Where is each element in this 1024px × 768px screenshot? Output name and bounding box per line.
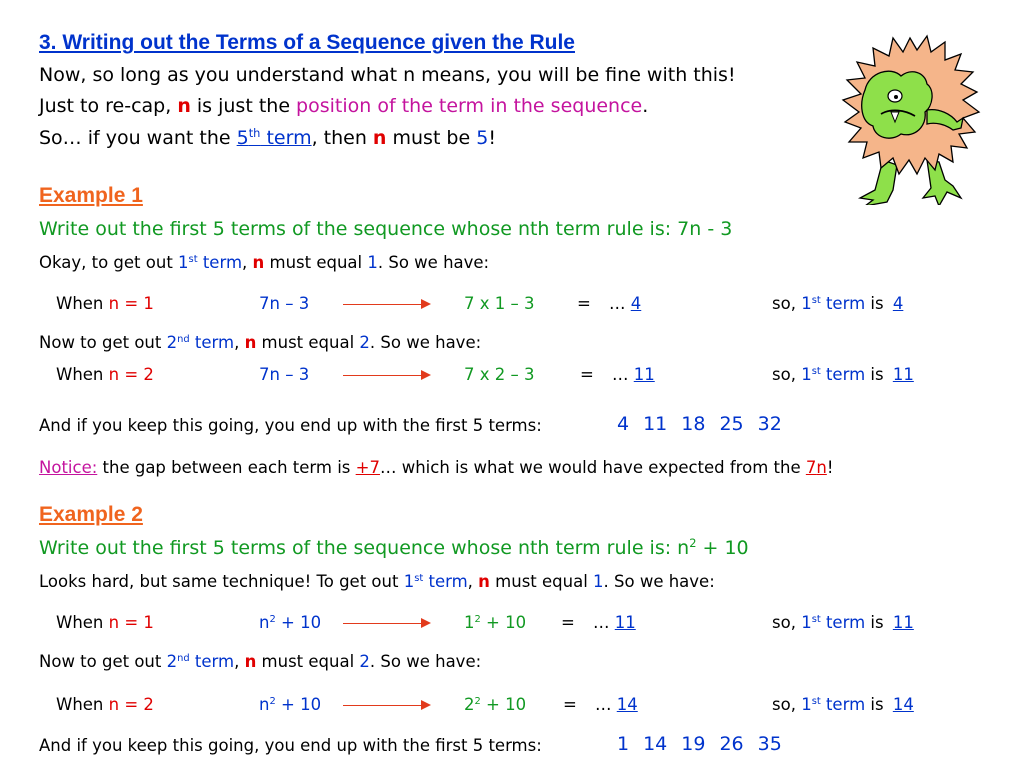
term-value: 26 bbox=[719, 733, 744, 755]
right-arrow-icon bbox=[343, 375, 429, 376]
example1-row1-conclusion: so, 1st term is 4 bbox=[772, 294, 904, 313]
example2-summary: And if you keep this going, you end up with the first 5 terms: bbox=[39, 736, 542, 755]
example1-row2-when: When n = 2 bbox=[56, 365, 154, 384]
example1-row2-rule: 7n – 3 bbox=[259, 365, 310, 384]
example2-row2-rule: $n^2 + 10$ bbox=[259, 695, 322, 714]
example2-question: Write out the first 5 terms of the sequence whose nth term rule is: $n^2 + 10$ bbox=[39, 536, 749, 559]
intro-line-1: Now, so long as you understand what n means, you will be fine with this! bbox=[39, 64, 736, 86]
term-value: 18 bbox=[681, 413, 706, 435]
example2-intro: Looks hard, but same technique! To get out 1st term, n must equal 1. So we have: bbox=[39, 572, 715, 591]
example1-summary: And if you keep this going, you end up with the first 5 terms: bbox=[39, 416, 542, 435]
right-arrow-icon bbox=[343, 705, 429, 706]
example2-row1-calc: $1^2 + 10$ bbox=[464, 613, 527, 632]
example1-row2-conclusion: so, 1st term is 11 bbox=[772, 365, 914, 384]
monster-icon bbox=[835, 30, 985, 205]
right-arrow-icon bbox=[343, 623, 429, 624]
example2-row2-result: … 14 bbox=[595, 695, 638, 714]
example1-row2-calc: 7 x 2 – 3 bbox=[464, 365, 535, 384]
example1-question: Write out the first 5 terms of the sequence whose nth term rule is: 7n - 3 bbox=[39, 218, 733, 240]
intro-line-3: So… if you want the 5th term, then n must be 5! bbox=[39, 126, 496, 149]
example2-row2-conclusion: so, 1st term is 14 bbox=[772, 695, 914, 714]
term-value: 4 bbox=[617, 413, 630, 435]
example1-terms bbox=[617, 413, 796, 435]
example2-row2-calc: $2^2 + 10$ bbox=[464, 695, 527, 714]
section-title: 3. Writing out the Terms of a Sequence given the Rule bbox=[39, 31, 575, 54]
example2-heading: Example 2 bbox=[39, 503, 143, 526]
example1-row1-calc: 7 x 1 – 3 bbox=[464, 294, 535, 313]
example1-row1-result: … 4 bbox=[609, 294, 642, 313]
term-value: 14 bbox=[643, 733, 668, 755]
example1-row1-when: When n = 1 bbox=[56, 294, 154, 313]
example1-heading: Example 1 bbox=[39, 184, 143, 207]
example2-terms bbox=[617, 733, 796, 755]
term-value: 19 bbox=[681, 733, 706, 755]
intro-line-2: Just to re-cap, n is just the position of the term in the sequence. bbox=[39, 95, 649, 117]
example2-mid: Now to get out 2nd term, n must equal 2. So we have: bbox=[39, 652, 482, 671]
example1-row2-result: … 11 bbox=[612, 365, 655, 384]
term-value: 25 bbox=[719, 413, 744, 435]
term-value: 11 bbox=[643, 413, 668, 435]
example2-row1-when: When n = 1 bbox=[56, 613, 154, 632]
right-arrow-icon bbox=[343, 304, 429, 305]
example2-row2-equals: = bbox=[563, 695, 577, 714]
example2-row1-result: … 11 bbox=[593, 613, 636, 632]
example1-mid: Now to get out 2nd term, n must equal 2. So we have: bbox=[39, 333, 482, 352]
example1-row1-rule: 7n – 3 bbox=[259, 294, 310, 313]
example1-row2-equals: = bbox=[580, 365, 594, 384]
term-value: 1 bbox=[617, 733, 630, 755]
term-value: 32 bbox=[757, 413, 782, 435]
example2-row1-conclusion: so, 1st term is 11 bbox=[772, 613, 914, 632]
example1-intro: Okay, to get out 1st term, n must equal 1. So we have: bbox=[39, 253, 490, 272]
example2-row2-when: When n = 2 bbox=[56, 695, 154, 714]
notice-line: Notice: the gap between each term is +7… which is what we would have expected from the 7n! bbox=[39, 458, 834, 477]
example2-row1-rule: $n^2 + 10$ bbox=[259, 613, 322, 632]
example2-row1-equals: = bbox=[561, 613, 575, 632]
example1-row1-equals: = bbox=[577, 294, 591, 313]
term-value: 35 bbox=[757, 733, 782, 755]
